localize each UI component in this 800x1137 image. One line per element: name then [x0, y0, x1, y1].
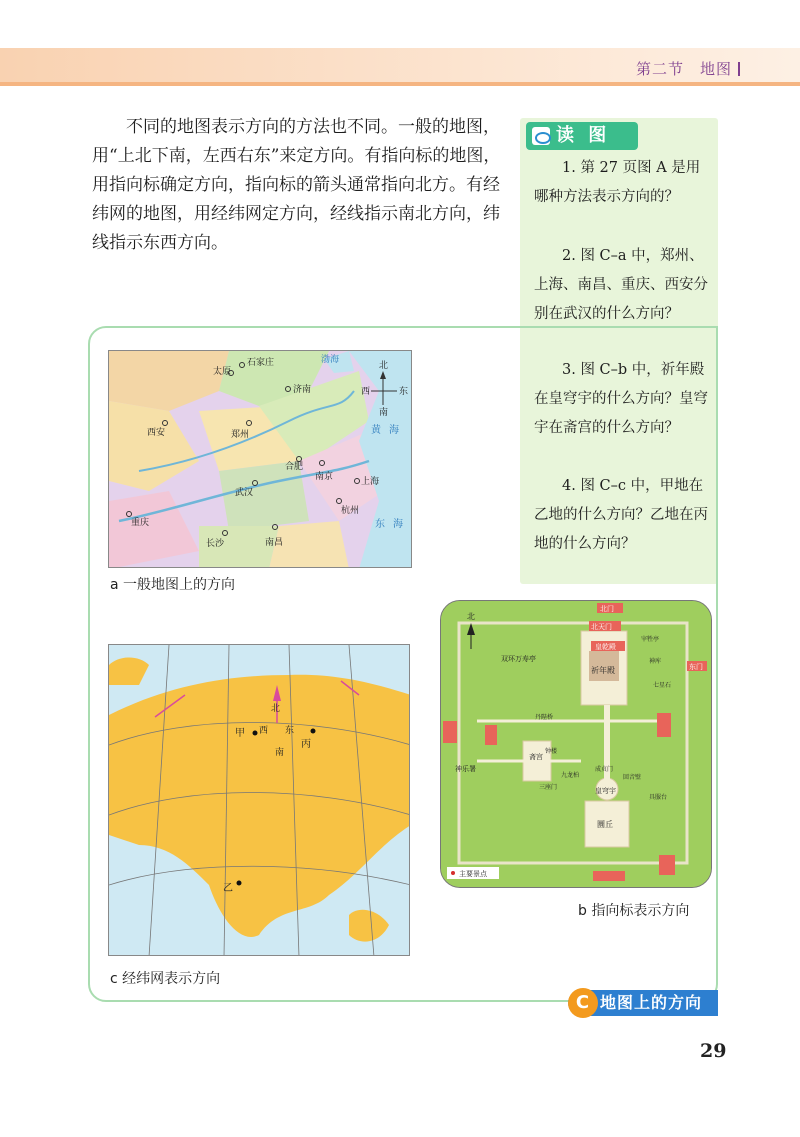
svg-text:郑州: 郑州: [231, 430, 250, 440]
svg-text:皇穹宇: 皇穹宇: [595, 787, 616, 795]
map-b-pointer: [440, 600, 712, 888]
svg-text:乙: 乙: [223, 883, 233, 894]
svg-text:皇乾殿: 皇乾殿: [595, 643, 616, 651]
svg-text:丹陛桥: 丹陛桥: [535, 714, 554, 721]
svg-text:双环万寿亭: 双环万寿亭: [501, 655, 536, 663]
svg-text:石家庄: 石家庄: [247, 358, 275, 368]
svg-text:济南: 济南: [293, 385, 312, 395]
svg-text:祈年殿: 祈年殿: [591, 666, 615, 675]
svg-text:合肥: 合肥: [285, 462, 304, 472]
figure-label: [568, 990, 718, 1016]
svg-text:武汉: 武汉: [235, 488, 254, 498]
svg-text:西: 西: [361, 387, 371, 397]
svg-text:杭州: 杭州: [341, 506, 360, 516]
svg-text:东: 东: [399, 387, 409, 397]
map-a-general: [108, 350, 412, 568]
caption-b: b 指向标表示方向: [578, 903, 690, 919]
svg-text:具服台: 具服台: [649, 794, 668, 801]
svg-text:长沙: 长沙: [206, 539, 225, 549]
map-c-graticule: [108, 644, 410, 956]
svg-text:回音壁: 回音壁: [623, 774, 642, 781]
svg-text:北: 北: [467, 612, 475, 621]
svg-text:神乐署: 神乐署: [455, 765, 476, 773]
question-4: 4. 图 C–c 中，甲地在乙地的什么方向？乙地在丙地的什么方向？: [534, 478, 708, 552]
svg-text:宰牲亭: 宰牲亭: [641, 636, 660, 643]
svg-text:重庆: 重庆: [131, 518, 150, 528]
svg-text:主要景点: 主要景点: [459, 870, 487, 878]
figure-title: 地图上的方向: [600, 993, 703, 1012]
section-title: 第二节 地图: [636, 58, 740, 79]
svg-text:东: 东: [285, 726, 295, 736]
figure-letter-badge: C: [568, 988, 598, 1018]
svg-text:南昌: 南昌: [265, 538, 284, 548]
svg-text:北天门: 北天门: [591, 623, 612, 631]
svg-text:神库: 神库: [649, 658, 662, 665]
svg-text:北: 北: [379, 361, 389, 371]
caption-c: c 经纬网表示方向: [110, 971, 221, 987]
svg-text:西安: 西安: [147, 428, 166, 438]
eye-icon: [532, 127, 550, 145]
svg-text:斋宫: 斋宫: [529, 753, 543, 761]
svg-text:三座门: 三座门: [539, 784, 558, 791]
question-3: 3. 图 C–b 中，祈年殿在皇穹宇的什么方向？皇穹宇在斋宫的什么方向？: [534, 362, 708, 436]
read-title: 读 图: [526, 122, 638, 150]
svg-text:北门: 北门: [600, 605, 614, 613]
svg-text:九龙柏: 九龙柏: [561, 772, 580, 779]
svg-text:黄: 黄: [371, 425, 381, 436]
caption-a: a 一般地图上的方向: [110, 577, 236, 593]
svg-text:丙: 丙: [301, 739, 311, 750]
svg-text:太原: 太原: [213, 367, 232, 377]
svg-text:圜丘: 圜丘: [597, 820, 613, 829]
svg-text:东门: 东门: [689, 663, 703, 671]
svg-text:南京: 南京: [315, 472, 334, 482]
svg-text:甲: 甲: [235, 728, 245, 739]
svg-text:七星石: 七星石: [653, 682, 672, 689]
svg-text:北: 北: [271, 704, 281, 714]
svg-text:渤海: 渤海: [321, 355, 340, 365]
svg-text:成贞门: 成贞门: [595, 766, 614, 773]
svg-text:钟楼: 钟楼: [545, 748, 558, 755]
svg-text:东: 东: [375, 519, 385, 530]
svg-text:海: 海: [393, 519, 403, 530]
svg-text:西: 西: [259, 726, 269, 736]
svg-text:海: 海: [389, 425, 399, 436]
question-2: 2. 图 C–a 中，郑州、上海、南昌、重庆、西安分别在武汉的什么方向？: [534, 248, 708, 322]
svg-text:上海: 上海: [361, 477, 380, 487]
body-paragraph: 不同的地图表示方向的方法也不同。一般的地图，用“上北下南，左西右东”来定方向。有指向标的地图，用指向标确定方向，指向标的箭头通常指向北方。有经纬网的地图，用经纬网定方向，经线指示南北方向，纬线指示东西方向。: [92, 117, 501, 253]
svg-text:南: 南: [275, 748, 285, 758]
question-1: 1. 第 27 页图 A 是用哪种方法表示方向的？: [534, 160, 701, 205]
page-number: 29: [700, 1040, 727, 1062]
svg-text:南: 南: [379, 408, 389, 418]
